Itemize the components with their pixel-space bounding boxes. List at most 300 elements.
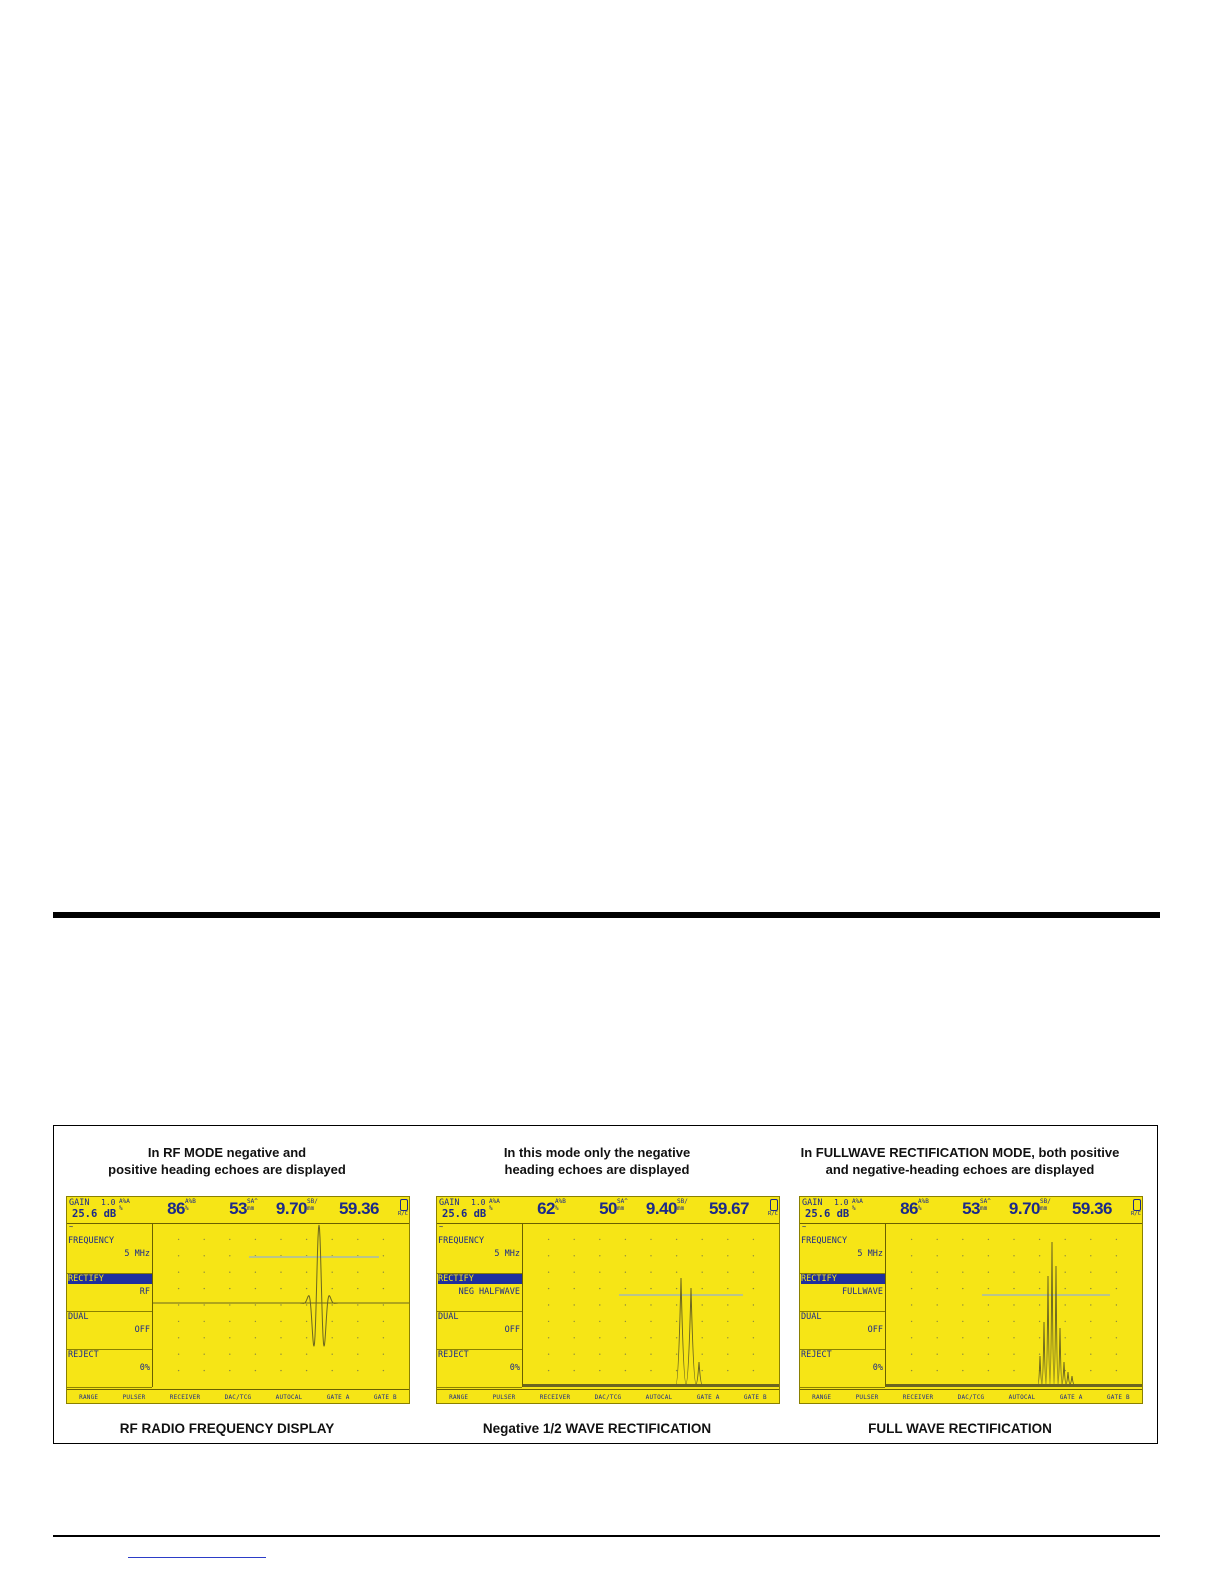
- grid-dot: [332, 1337, 333, 1338]
- grid-dot: [753, 1337, 754, 1338]
- softkey-gate-a[interactable]: GATE A: [326, 1393, 350, 1401]
- grid-dot: [229, 1239, 230, 1240]
- param-value: 0%: [139, 1363, 150, 1373]
- a-scan-svg: [153, 1223, 409, 1387]
- param-value: 0%: [872, 1363, 883, 1373]
- grid-dot: [937, 1255, 938, 1256]
- softkey-gate-a[interactable]: GATE A: [696, 1393, 720, 1401]
- grid-dot: [229, 1272, 230, 1273]
- reading-2: [617, 1198, 677, 1222]
- gain-step: 1.0: [101, 1198, 116, 1207]
- grid-dot: [383, 1337, 384, 1338]
- param-name: FREQUENCY: [801, 1236, 848, 1246]
- grid-dot: [1116, 1304, 1117, 1305]
- gain-label: GAIN: [69, 1198, 90, 1208]
- parameter-sidebar: [800, 1223, 886, 1387]
- param-reject[interactable]: [800, 1349, 885, 1388]
- grid-dot: [1116, 1272, 1117, 1273]
- grid-dot: [178, 1272, 179, 1273]
- reading-0: [489, 1198, 555, 1222]
- grid-dot: [727, 1337, 728, 1338]
- grid-dot: [911, 1337, 912, 1338]
- grid-dot: [753, 1239, 754, 1240]
- reading-unit: A%B %: [185, 1198, 196, 1212]
- softkey-pulser[interactable]: PULSER: [855, 1393, 879, 1401]
- grid-dot: [676, 1354, 677, 1355]
- grid-dot: [599, 1370, 600, 1371]
- grid-dot: [574, 1272, 575, 1273]
- grid-dot: [650, 1354, 651, 1355]
- param-name: REJECT: [801, 1350, 832, 1360]
- grid-dot: [599, 1255, 600, 1256]
- neg-echo-peak: [686, 1288, 696, 1384]
- panel-fullwave: [787, 1126, 1141, 1443]
- grid-dot: [1090, 1255, 1091, 1256]
- param-value: NEG HALFWAVE: [458, 1287, 520, 1297]
- grid-dot: [625, 1370, 626, 1371]
- reading-unit: A%B %: [555, 1198, 566, 1212]
- param-frequency[interactable]: [437, 1235, 522, 1274]
- grid-dot: [1116, 1370, 1117, 1371]
- grid-dot: [1116, 1354, 1117, 1355]
- caption-bottom: FULL WAVE RECTIFICATION: [868, 1421, 1052, 1436]
- grid-dot: [625, 1255, 626, 1256]
- param-dual[interactable]: [800, 1311, 885, 1350]
- softkey-pulser[interactable]: PULSER: [492, 1393, 516, 1401]
- param-rectify[interactable]: [800, 1273, 885, 1312]
- softkey-gate-b[interactable]: GATE B: [373, 1393, 397, 1401]
- softkey-gate-b[interactable]: GATE B: [1106, 1393, 1130, 1401]
- grid-dot: [383, 1304, 384, 1305]
- neg-echo-peak: [696, 1362, 702, 1384]
- grid-dot: [650, 1304, 651, 1305]
- a-scan-svg: [523, 1223, 779, 1387]
- grid-dot: [204, 1288, 205, 1289]
- grid-dot: [625, 1239, 626, 1240]
- grid-dot: [1013, 1337, 1014, 1338]
- reading-value: 86: [900, 1199, 918, 1218]
- grid-dot: [650, 1321, 651, 1322]
- grid-dot: [1039, 1239, 1040, 1240]
- reading-value: 59.36: [1071, 1199, 1112, 1218]
- battery-icon: [399, 1199, 408, 1219]
- grid-dot: [548, 1337, 549, 1338]
- grid-dot: [280, 1239, 281, 1240]
- grid-dot: [702, 1288, 703, 1289]
- param-value: 5 MHz: [857, 1249, 883, 1259]
- grid-dot: [548, 1370, 549, 1371]
- rectification-figure: [53, 1125, 1158, 1444]
- grid-dot: [937, 1337, 938, 1338]
- grid-dot: [911, 1272, 912, 1273]
- fullwave-echo-peak: [1058, 1328, 1062, 1384]
- grid-dot: [1090, 1370, 1091, 1371]
- grid-dot: [357, 1354, 358, 1355]
- fullwave-echo-peak: [1046, 1276, 1050, 1384]
- footer-rule: [53, 1535, 1160, 1537]
- softkey-gate-b[interactable]: GATE B: [743, 1393, 767, 1401]
- grid-dot: [937, 1354, 938, 1355]
- waveform-mode-icon: ~: [802, 1223, 807, 1231]
- param-reject[interactable]: [67, 1349, 152, 1388]
- param-rectify[interactable]: [437, 1273, 522, 1312]
- panel-neg-halfwave: [424, 1126, 778, 1443]
- grid-dot: [574, 1370, 575, 1371]
- grid-dot: [574, 1354, 575, 1355]
- reading-value: 9.70: [275, 1199, 307, 1218]
- grid-dot: [988, 1370, 989, 1371]
- softkey-autocal[interactable]: AUTOCAL: [275, 1393, 303, 1401]
- panel-rf: [54, 1126, 408, 1443]
- reading-3: [677, 1198, 749, 1222]
- grid-dot: [702, 1304, 703, 1305]
- softkey-receiver[interactable]: RECEIVER: [902, 1393, 934, 1401]
- reading-0: [119, 1198, 185, 1222]
- grid-dot: [280, 1337, 281, 1338]
- grid-dot: [1039, 1255, 1040, 1256]
- reading-unit: A%A %: [852, 1198, 863, 1212]
- grid-dot: [229, 1354, 230, 1355]
- param-name: DUAL: [438, 1312, 459, 1322]
- reading-2: [247, 1198, 307, 1222]
- flaw-detector-screen: [799, 1196, 1143, 1404]
- grid-dot: [702, 1370, 703, 1371]
- grid-dot: [702, 1337, 703, 1338]
- param-name: DUAL: [68, 1312, 89, 1322]
- softkey-range[interactable]: RANGE: [79, 1393, 99, 1401]
- reading-2: [980, 1198, 1040, 1222]
- softkey-dac-tcg[interactable]: DAC/TCG: [957, 1393, 985, 1401]
- grid-dot: [1116, 1288, 1117, 1289]
- grid-dot: [1065, 1272, 1066, 1273]
- grid-dot: [753, 1304, 754, 1305]
- param-name: RECTIFY: [801, 1274, 885, 1284]
- grid-dot: [280, 1304, 281, 1305]
- reading-unit: SB/ mm: [1040, 1198, 1051, 1212]
- grid-dot: [332, 1370, 333, 1371]
- grid-dot: [753, 1255, 754, 1256]
- grid-dot: [911, 1354, 912, 1355]
- grid-dot: [1039, 1337, 1040, 1338]
- grid-dot: [937, 1239, 938, 1240]
- fullwave-echo-peak: [1054, 1266, 1058, 1384]
- grid-dot: [727, 1370, 728, 1371]
- param-rectify[interactable]: [67, 1273, 152, 1312]
- grid-dot: [178, 1288, 179, 1289]
- fullwave-echo-peak: [1062, 1362, 1066, 1384]
- grid-dot: [229, 1304, 230, 1305]
- grid-dot: [676, 1288, 677, 1289]
- grid-dot: [357, 1304, 358, 1305]
- grid-dot: [229, 1255, 230, 1256]
- fullwave-echo-peak: [1042, 1322, 1046, 1384]
- grid-dot: [357, 1321, 358, 1322]
- grid-dot: [937, 1288, 938, 1289]
- grid-dot: [574, 1337, 575, 1338]
- reading-3: [1040, 1198, 1112, 1222]
- grid-dot: [548, 1272, 549, 1273]
- a-scan-plot: [153, 1223, 409, 1387]
- fullwave-echo-peak: [1038, 1356, 1042, 1384]
- battery-cell: [1133, 1199, 1141, 1211]
- reading-value: 59.36: [338, 1199, 379, 1218]
- grid-dot: [753, 1354, 754, 1355]
- grid-dot: [937, 1272, 938, 1273]
- grid-dot: [988, 1288, 989, 1289]
- grid-dot: [280, 1272, 281, 1273]
- param-value: 0%: [509, 1363, 520, 1373]
- grid-dot: [229, 1370, 230, 1371]
- grid-dot: [911, 1370, 912, 1371]
- grid-dot: [988, 1304, 989, 1305]
- grid-dot: [574, 1321, 575, 1322]
- grid-dot: [702, 1255, 703, 1256]
- grid-dot: [988, 1255, 989, 1256]
- grid-dot: [727, 1255, 728, 1256]
- grid-dot: [1116, 1239, 1117, 1240]
- grid-dot: [204, 1370, 205, 1371]
- grid-dot: [332, 1288, 333, 1289]
- param-value: OFF: [504, 1325, 520, 1335]
- a-scan-plot: [523, 1223, 779, 1387]
- reading-3: [307, 1198, 379, 1222]
- softkey-dac-tcg[interactable]: DAC/TCG: [594, 1393, 622, 1401]
- reading-1: [918, 1198, 980, 1222]
- grid-dot: [332, 1239, 333, 1240]
- grid-dot: [650, 1255, 651, 1256]
- param-name: REJECT: [438, 1350, 469, 1360]
- grid-dot: [178, 1354, 179, 1355]
- grid-dot: [357, 1370, 358, 1371]
- reading-value: 9.70: [1008, 1199, 1040, 1218]
- grid-dot: [204, 1354, 205, 1355]
- grid-dot: [727, 1321, 728, 1322]
- param-name: FREQUENCY: [68, 1236, 115, 1246]
- softkey-dac-tcg[interactable]: DAC/TCG: [224, 1393, 252, 1401]
- grid-dot: [306, 1321, 307, 1322]
- gain-value: 25.6 dB: [805, 1208, 850, 1220]
- grid-dot: [1065, 1304, 1066, 1305]
- grid-dot: [332, 1354, 333, 1355]
- grid-dot: [306, 1288, 307, 1289]
- caption-top: [787, 1144, 1133, 1178]
- reading-unit: SA^ mm: [980, 1198, 991, 1212]
- grid-dot: [1013, 1288, 1014, 1289]
- grid-dot: [204, 1272, 205, 1273]
- grid-dot: [1013, 1370, 1014, 1371]
- reading-value: 9.40: [645, 1199, 677, 1218]
- grid-dot: [1090, 1239, 1091, 1240]
- reading-unit: A%B %: [918, 1198, 929, 1212]
- grid-dot: [178, 1337, 179, 1338]
- fullwave-echo-peak: [1070, 1376, 1074, 1384]
- grid-dot: [650, 1370, 651, 1371]
- param-frequency[interactable]: [800, 1235, 885, 1274]
- grid-dot: [1065, 1255, 1066, 1256]
- grid-dot: [937, 1370, 938, 1371]
- param-name: REJECT: [68, 1350, 99, 1360]
- grid-dot: [676, 1239, 677, 1240]
- caption-top: [424, 1144, 770, 1178]
- baseline: [886, 1384, 1142, 1387]
- grid-dot: [937, 1321, 938, 1322]
- grid-dot: [962, 1272, 963, 1273]
- grid-dot: [280, 1370, 281, 1371]
- grid-dot: [702, 1272, 703, 1273]
- grid-dot: [650, 1239, 651, 1240]
- gain-label: GAIN: [802, 1198, 823, 1208]
- grid-dot: [988, 1337, 989, 1338]
- grid-dot: [1090, 1354, 1091, 1355]
- gain-step: 1.0: [834, 1198, 849, 1207]
- grid-dot: [255, 1239, 256, 1240]
- reading-1: [555, 1198, 617, 1222]
- gain-label: GAIN: [439, 1198, 460, 1208]
- grid-dot: [625, 1354, 626, 1355]
- grid-dot: [1013, 1304, 1014, 1305]
- flaw-detector-screen: [436, 1196, 780, 1404]
- grid-dot: [1090, 1272, 1091, 1273]
- reading-value: 50: [599, 1199, 617, 1218]
- battery-label: R/C: [1131, 1211, 1141, 1217]
- grid-dot: [255, 1354, 256, 1355]
- status-bar: [67, 1197, 409, 1224]
- param-frequency[interactable]: [67, 1235, 152, 1274]
- grid-dot: [599, 1354, 600, 1355]
- grid-dot: [383, 1255, 384, 1256]
- param-value: 5 MHz: [494, 1249, 520, 1259]
- grid-dot: [357, 1288, 358, 1289]
- grid-dot: [702, 1239, 703, 1240]
- gain-value: 25.6 dB: [72, 1208, 117, 1220]
- grid-dot: [178, 1370, 179, 1371]
- grid-dot: [676, 1337, 677, 1338]
- param-dual[interactable]: [437, 1311, 522, 1350]
- param-name: FREQUENCY: [438, 1236, 485, 1246]
- softkey-autocal[interactable]: AUTOCAL: [1008, 1393, 1036, 1401]
- grid-dot: [676, 1255, 677, 1256]
- grid-dot: [911, 1304, 912, 1305]
- caption-top: [54, 1144, 400, 1178]
- softkey-receiver[interactable]: RECEIVER: [539, 1393, 571, 1401]
- softkey-bar: [800, 1389, 1142, 1404]
- reading-value: 62: [537, 1199, 555, 1218]
- battery-label: R/C: [768, 1211, 778, 1217]
- waveform-mode-icon: ~: [439, 1223, 444, 1231]
- grid-dot: [178, 1321, 179, 1322]
- neg-echo-peak: [676, 1278, 686, 1384]
- grid-dot: [332, 1272, 333, 1273]
- grid-dot: [988, 1272, 989, 1273]
- grid-dot: [332, 1321, 333, 1322]
- caption-line: positive heading echoes are displayed: [108, 1162, 346, 1177]
- grid-dot: [625, 1337, 626, 1338]
- softkey-range[interactable]: RANGE: [449, 1393, 469, 1401]
- grid-dot: [911, 1239, 912, 1240]
- grid-dot: [255, 1304, 256, 1305]
- grid-dot: [1065, 1337, 1066, 1338]
- caption-line: In FULLWAVE RECTIFICATION MODE, both positive: [800, 1145, 1120, 1160]
- battery-icon: [1132, 1199, 1141, 1219]
- flaw-detector-screen: [66, 1196, 410, 1404]
- grid-dot: [625, 1321, 626, 1322]
- reading-value: 53: [229, 1199, 247, 1218]
- grid-dot: [1065, 1288, 1066, 1289]
- gain-step: 1.0: [471, 1198, 486, 1207]
- grid-dot: [727, 1354, 728, 1355]
- grid-dot: [753, 1288, 754, 1289]
- grid-dot: [229, 1337, 230, 1338]
- reading-unit: A%A %: [119, 1198, 130, 1212]
- grid-dot: [306, 1272, 307, 1273]
- rf-echo-trace: [293, 1225, 353, 1346]
- grid-dot: [1116, 1255, 1117, 1256]
- param-reject[interactable]: [437, 1349, 522, 1388]
- footer-link-underline[interactable]: [128, 1557, 266, 1558]
- grid-dot: [1116, 1337, 1117, 1338]
- grid-dot: [702, 1354, 703, 1355]
- grid-dot: [625, 1304, 626, 1305]
- grid-dot: [650, 1337, 651, 1338]
- softkey-range[interactable]: RANGE: [812, 1393, 832, 1401]
- grid-dot: [1039, 1304, 1040, 1305]
- gain-value: 25.6 dB: [442, 1208, 487, 1220]
- grid-dot: [962, 1304, 963, 1305]
- grid-dot: [306, 1304, 307, 1305]
- grid-dot: [625, 1288, 626, 1289]
- grid-dot: [574, 1255, 575, 1256]
- a-scan-plot: [886, 1223, 1142, 1387]
- section-divider: [53, 912, 1160, 918]
- grid-dot: [911, 1321, 912, 1322]
- caption-line: In RF MODE negative and: [147, 1145, 307, 1160]
- grid-dot: [548, 1354, 549, 1355]
- grid-dot: [357, 1239, 358, 1240]
- grid-dot: [178, 1239, 179, 1240]
- grid-dot: [204, 1337, 205, 1338]
- softkey-pulser[interactable]: PULSER: [122, 1393, 146, 1401]
- grid-dot: [306, 1337, 307, 1338]
- battery-label: R/C: [398, 1211, 408, 1217]
- grid-dot: [650, 1272, 651, 1273]
- reading-unit: SB/ mm: [677, 1198, 688, 1212]
- grid-dot: [255, 1321, 256, 1322]
- param-value: 5 MHz: [124, 1249, 150, 1259]
- status-bar: [800, 1197, 1142, 1224]
- param-value: FULLWAVE: [842, 1287, 883, 1297]
- battery-icon: [769, 1199, 778, 1219]
- grid-dot: [1090, 1304, 1091, 1305]
- param-dual[interactable]: [67, 1311, 152, 1350]
- fullwave-echo-peak: [1066, 1372, 1070, 1384]
- grid-dot: [911, 1255, 912, 1256]
- softkey-autocal[interactable]: AUTOCAL: [645, 1393, 673, 1401]
- grid-dot: [1013, 1255, 1014, 1256]
- grid-dot: [1090, 1337, 1091, 1338]
- softkey-receiver[interactable]: RECEIVER: [169, 1393, 201, 1401]
- grid-dot: [727, 1288, 728, 1289]
- grid-dot: [911, 1288, 912, 1289]
- softkey-gate-a[interactable]: GATE A: [1059, 1393, 1083, 1401]
- reading-unit: SA^ mm: [247, 1198, 258, 1212]
- reading-0: [852, 1198, 918, 1222]
- grid-dot: [962, 1354, 963, 1355]
- grid-dot: [1065, 1354, 1066, 1355]
- grid-dot: [306, 1370, 307, 1371]
- grid-dot: [1039, 1354, 1040, 1355]
- waveform-mode-icon: ~: [69, 1223, 74, 1231]
- grid-dot: [255, 1337, 256, 1338]
